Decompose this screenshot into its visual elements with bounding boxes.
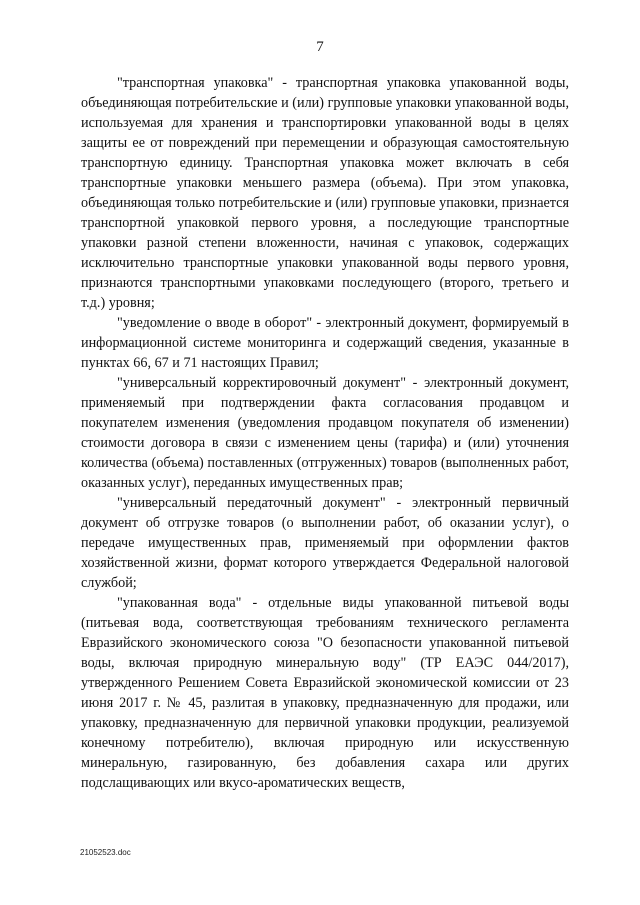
- document-body: [81, 73, 569, 793]
- paragraph-universal-transfer-document: "универсальный передаточный документ" - электронный первичный документ об отгрузке товаров (о выполнении работ, об оказании услуг), о передаче имущественных прав, применяемый при оформлении фактов хозяйственной жизни, формат которого утверждается Федеральной налоговой службой;: [81, 495, 569, 591]
- footer-filename: 21052523.doc: [80, 848, 131, 857]
- paragraph-packaged-water: "упакованная вода" - отдельные виды упакованной питьевой воды (питьевая вода, соответствующая требованиям технического регламента Евразийского экономического союза "О безопасности упакованной питьевой воды, включая природную минеральную воду" (ТР ЕАЭС 044/2017), утвержденного Решением Совета Евразийской экономической комиссии от 23 июня 2017 г. № 45, разлитая в упаковку, предназначенную для продажи, или упаковку, предназначенную для первичной упаковки продукции, реализуемой конечному потребителю), включая природную или искусственную минеральную, газированную, без добавления сахара или других подслащивающих или вкусо-ароматических веществ,: [81, 595, 569, 791]
- paragraph-universal-correction-document: "универсальный корректировочный документ" - электронный документ, применяемый при подтверждении факта согласования продавцом и покупателем изменения (уведомления продавцом покупателя об изменении) стоимости договора в связи с изменением цены (тарифа) и (или) уточнения количества (объема) поставленных (отгруженных) товаров (выполненных работ, оказанных услуг), переданных имущественных прав;: [81, 375, 569, 491]
- page-number: 7: [316, 39, 324, 55]
- paragraph-notification-circulation: "уведомление о вводе в оборот" - электронный документ, формируемый в информационной системе мониторинга и содержащий сведения, указанные в пунктах 66, 67 и 71 настоящих Правил;: [81, 315, 569, 371]
- paragraph-transport-packaging: "транспортная упаковка" - транспортная упаковка упакованной воды, объединяющая потребительские и (или) групповые упаковки упакованной воды, используемая для хранения и транспортировки упакованной воды в целях защиты ее от повреждений при перемещении и образующая самостоятельную транспортную единицу. Транспортная упаковка может включать в себя транспортные упаковки меньшего размера (объема). При этом упаковка, объединяющая только потребительские и (или) групповые упаковки, признается транспортной упаковкой первого уровня, а последующие транспортные упаковки разной степени вложенности, начиная с упаковок, содержащих исключительно транспортные упаковки упакованной воды первого уровня, признаются транспортными упаковками последующего (второго, третьего и т.д.) уровня;: [81, 75, 569, 311]
